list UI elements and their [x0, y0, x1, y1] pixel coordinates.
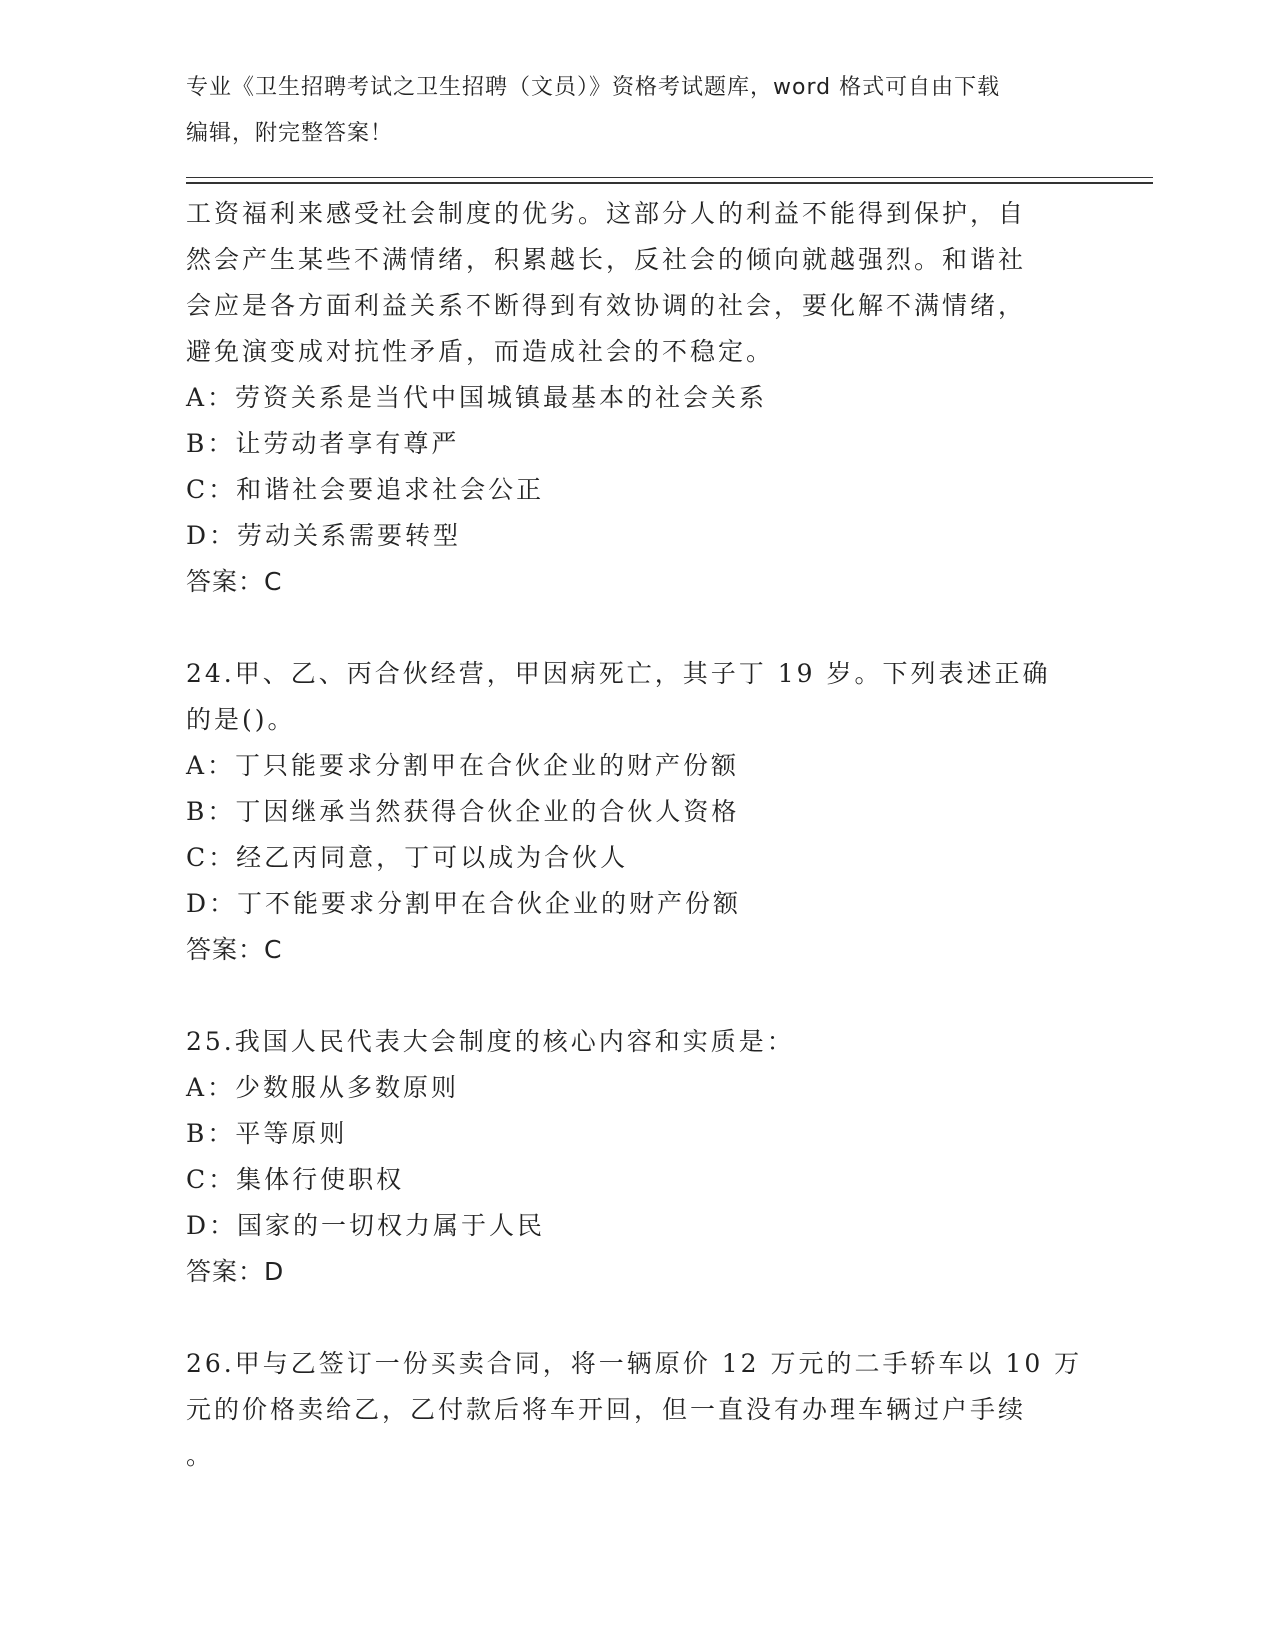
question-stem-line: 25.我国人民代表大会制度的核心内容和实质是：	[186, 1027, 795, 1056]
option-a: A：劳资关系是当代中国城镇最基本的社会关系	[186, 383, 768, 412]
answer-line: 答案：C	[186, 935, 283, 964]
header-divider-thick	[186, 182, 1153, 184]
passage-line: 工资福利来感受社会制度的优劣。这部分人的利益不能得到保护，自	[186, 199, 1027, 228]
question-24-block	[186, 651, 1166, 973]
question-stem-line: 元的价格卖给乙，乙付款后将车开回，但一直没有办理车辆过户手续	[186, 1395, 1027, 1424]
option-c: C：经乙丙同意，丁可以成为合伙人	[186, 843, 629, 872]
option-d: D：丁不能要求分割甲在合伙企业的财产份额	[186, 889, 742, 918]
spacer	[186, 1295, 1166, 1341]
document-body	[186, 191, 1166, 1479]
question-stem-line: 26.甲与乙签订一份买卖合同，将一辆原价 12 万元的二手轿车以 10 万	[186, 1349, 1083, 1378]
question-26-block	[186, 1341, 1166, 1479]
option-d: D：劳动关系需要转型	[186, 521, 462, 550]
option-b: B：平等原则	[186, 1119, 348, 1148]
header-line-2: 编辑，附完整答案！	[186, 121, 394, 146]
question-stem-line: 的是()。	[186, 705, 296, 734]
option-d: D：国家的一切权力属于人民	[186, 1211, 546, 1240]
answer-line: 答案：C	[186, 567, 283, 596]
document-header	[186, 72, 1106, 164]
passage-line: 避免演变成对抗性矛盾，而造成社会的不稳定。	[186, 337, 775, 366]
spacer	[186, 605, 1166, 651]
header-line-1: 专业《卫生招聘考试之卫生招聘（文员）》资格考试题库，word 格式可自由下载	[186, 75, 1001, 100]
header-divider-thin	[186, 177, 1153, 178]
option-b: B：让劳动者享有尊严	[186, 429, 460, 458]
option-c: C：和谐社会要追求社会公正	[186, 475, 545, 504]
question-25-block	[186, 1019, 1166, 1295]
passage-line: 然会产生某些不满情绪，积累越长，反社会的倾向就越强烈。和谐社	[186, 245, 1027, 274]
option-b: B：丁因继承当然获得合伙企业的合伙人资格	[186, 797, 740, 826]
option-a: A：丁只能要求分割甲在合伙企业的财产份额	[186, 751, 740, 780]
option-c: C：集体行使职权	[186, 1165, 405, 1194]
question-stem-line: 。	[186, 1441, 215, 1470]
answer-line: 答案：D	[186, 1257, 285, 1286]
option-a: A：少数服从多数原则	[186, 1073, 460, 1102]
question-23-block	[186, 191, 1166, 605]
passage-line: 会应是各方面利益关系不断得到有效协调的社会，要化解不满情绪，	[186, 291, 1027, 320]
spacer	[186, 973, 1166, 1019]
question-stem-line: 24.甲、乙、丙合伙经营，甲因病死亡，其子丁 19 岁。下列表述正确	[186, 659, 1051, 688]
